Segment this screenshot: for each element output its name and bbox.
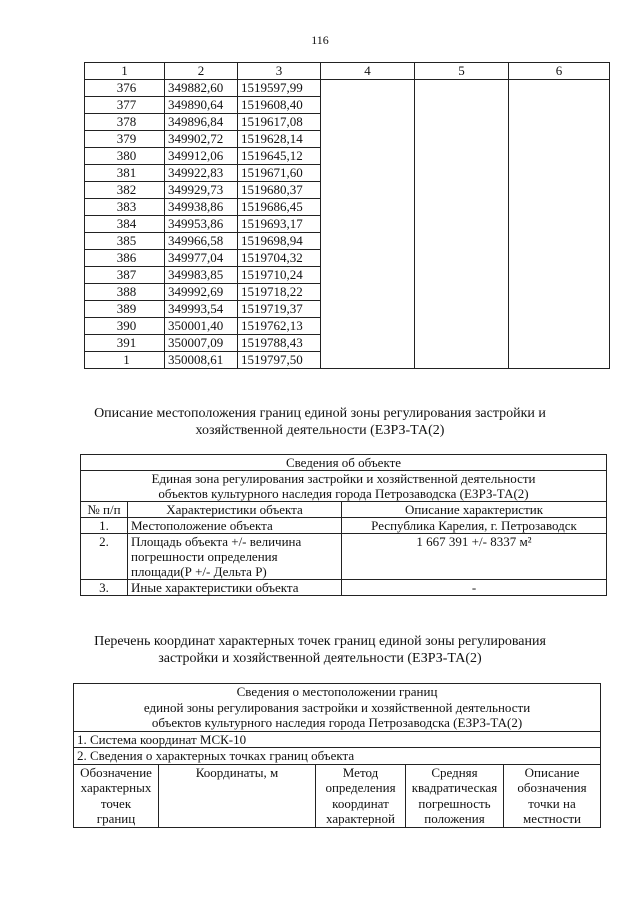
x-coordinate: 349922,83: [165, 165, 238, 182]
empty-cell: [321, 80, 415, 369]
header-cell: 4: [321, 63, 415, 80]
location-info-table: [73, 683, 601, 828]
header-cell: 5: [415, 63, 509, 80]
point-number: 385: [85, 233, 165, 250]
x-coordinate: 349966,58: [165, 233, 238, 250]
column-header: [406, 764, 504, 827]
heading-line: хозяйственной деятельности (ЕЗРЗ-ТА(2): [195, 423, 445, 438]
header-line: Метод: [342, 764, 379, 780]
table-subtitle: [81, 471, 607, 502]
table-title: [74, 684, 601, 732]
x-coordinate: 350007,09: [165, 335, 238, 352]
column-header: [74, 764, 159, 827]
header-cell: 2: [165, 63, 238, 80]
empty-cell: [415, 80, 509, 369]
characteristic: Иные характеристики объекта: [128, 580, 342, 596]
table-row: [81, 518, 607, 534]
object-info-table: [80, 454, 607, 596]
y-coordinate: 1519617,08: [238, 114, 321, 131]
x-coordinate: 349902,72: [165, 131, 238, 148]
y-coordinate: 1519671,60: [238, 165, 321, 182]
column-header: № п/п: [81, 502, 128, 518]
row-number: 2.: [81, 534, 128, 580]
page-number: 116: [311, 33, 329, 47]
header-line: положения: [424, 811, 485, 826]
x-coordinate: 349890,64: [165, 97, 238, 114]
y-coordinate: 1519680,37: [238, 182, 321, 199]
header-line: Средняя: [431, 764, 478, 780]
table-title: Сведения об объекте: [81, 455, 607, 471]
heading-line: Описание местоположения границ единой зоны регулирования застройки и: [94, 406, 546, 421]
x-coordinate: 349896,84: [165, 114, 238, 131]
characteristic-line: погрешности определения: [131, 549, 278, 564]
header-line: точек: [100, 795, 132, 811]
header-line: характерной: [326, 811, 395, 826]
point-number: 383: [85, 199, 165, 216]
table-row: [85, 80, 610, 97]
header-line: координат: [332, 795, 389, 811]
column-header: [316, 764, 406, 827]
table-row: [81, 534, 607, 580]
title-line: объектов культурного наследия города Петрозаводска (ЕЗРЗ-ТА(2): [151, 715, 523, 730]
x-coordinate: 349953,86: [165, 216, 238, 233]
x-coordinate: 349929,73: [165, 182, 238, 199]
header-cell: 6: [509, 63, 610, 80]
x-coordinate: 349912,06: [165, 148, 238, 165]
header-line: точки на: [528, 795, 576, 811]
heading-line: застройки и хозяйственной деятельности (ЕЗРЗ-ТА(2): [158, 651, 482, 666]
subtitle-line: объектов культурного наследия города Петрозаводска (ЕЗРЗ-ТА(2): [158, 486, 529, 501]
point-number: 388: [85, 284, 165, 301]
table-header-row: [85, 63, 610, 80]
title-line: единой зоны регулирования застройки и хозяйственной деятельности: [143, 699, 531, 715]
y-coordinate: 1519597,99: [238, 80, 321, 97]
section-heading: [0, 633, 640, 667]
point-number: 390: [85, 318, 165, 335]
point-number: 384: [85, 216, 165, 233]
header-line: характерных: [80, 780, 152, 795]
x-coordinate: 349992,69: [165, 284, 238, 301]
y-coordinate: 1519704,32: [238, 250, 321, 267]
points-info: 2. Сведения о характерных точках границ объекта: [74, 748, 601, 765]
subtitle-line: Единая зона регулирования застройки и хозяйственной деятельности: [151, 471, 536, 486]
point-number: 379: [85, 131, 165, 148]
x-coordinate: 349983,85: [165, 267, 238, 284]
point-number: 377: [85, 97, 165, 114]
characteristic: [128, 534, 342, 580]
header-line: обозначения: [517, 780, 587, 795]
y-coordinate: 1519788,43: [238, 335, 321, 352]
column-header: Координаты, м: [159, 764, 316, 827]
header-line: местности: [523, 811, 581, 826]
x-coordinate: 349938,86: [165, 199, 238, 216]
description: -: [342, 580, 607, 596]
column-header: Характеристики объекта: [128, 502, 342, 518]
characteristic-line: площади(Р +/- Дельта Р): [131, 564, 267, 579]
header-line: определения: [325, 780, 396, 795]
point-number: 386: [85, 250, 165, 267]
column-header: Описание характеристик: [342, 502, 607, 518]
table-row: [81, 580, 607, 596]
column-header: [504, 764, 601, 827]
y-coordinate: 1519645,12: [238, 148, 321, 165]
header-line: погрешность: [418, 795, 491, 811]
header-line: Описание: [524, 764, 580, 780]
point-number: 380: [85, 148, 165, 165]
empty-cell: [509, 80, 610, 369]
y-coordinate: 1519628,14: [238, 131, 321, 148]
y-coordinate: 1519797,50: [238, 352, 321, 369]
point-number: 378: [85, 114, 165, 131]
x-coordinate: 349993,54: [165, 301, 238, 318]
y-coordinate: 1519686,45: [238, 199, 321, 216]
header-cell: 1: [85, 63, 165, 80]
point-number: 391: [85, 335, 165, 352]
coordinate-system: 1. Система координат МСК-10: [74, 731, 601, 748]
section-heading: [0, 405, 640, 439]
x-coordinate: 349977,04: [165, 250, 238, 267]
y-coordinate: 1519710,24: [238, 267, 321, 284]
y-coordinate: 1519693,17: [238, 216, 321, 233]
x-coordinate: 350008,61: [165, 352, 238, 369]
characteristic-line: Площадь объекта +/- величина: [131, 534, 302, 549]
heading-line: Перечень координат характерных точек границ единой зоны регулирования: [94, 634, 546, 649]
point-number: 1: [85, 352, 165, 369]
description: Республика Карелия, г. Петрозаводск: [342, 518, 607, 534]
point-number: 381: [85, 165, 165, 182]
point-number: 387: [85, 267, 165, 284]
coordinates-table: [84, 62, 610, 369]
x-coordinate: 349882,60: [165, 80, 238, 97]
header-line: Обозначение: [80, 764, 152, 780]
y-coordinate: 1519762,13: [238, 318, 321, 335]
row-number: 3.: [81, 580, 128, 596]
point-number: 389: [85, 301, 165, 318]
point-number: 376: [85, 80, 165, 97]
description: 1 667 391 +/- 8337 м²: [342, 534, 607, 580]
x-coordinate: 350001,40: [165, 318, 238, 335]
y-coordinate: 1519719,37: [238, 301, 321, 318]
header-cell: 3: [238, 63, 321, 80]
header-line: границ: [96, 811, 136, 826]
y-coordinate: 1519608,40: [238, 97, 321, 114]
title-line: Сведения о местоположении границ: [236, 684, 438, 699]
y-coordinate: 1519718,22: [238, 284, 321, 301]
y-coordinate: 1519698,94: [238, 233, 321, 250]
point-number: 382: [85, 182, 165, 199]
row-number: 1.: [81, 518, 128, 534]
header-line: квадратическая: [411, 780, 498, 795]
characteristic: Местоположение объекта: [128, 518, 342, 534]
